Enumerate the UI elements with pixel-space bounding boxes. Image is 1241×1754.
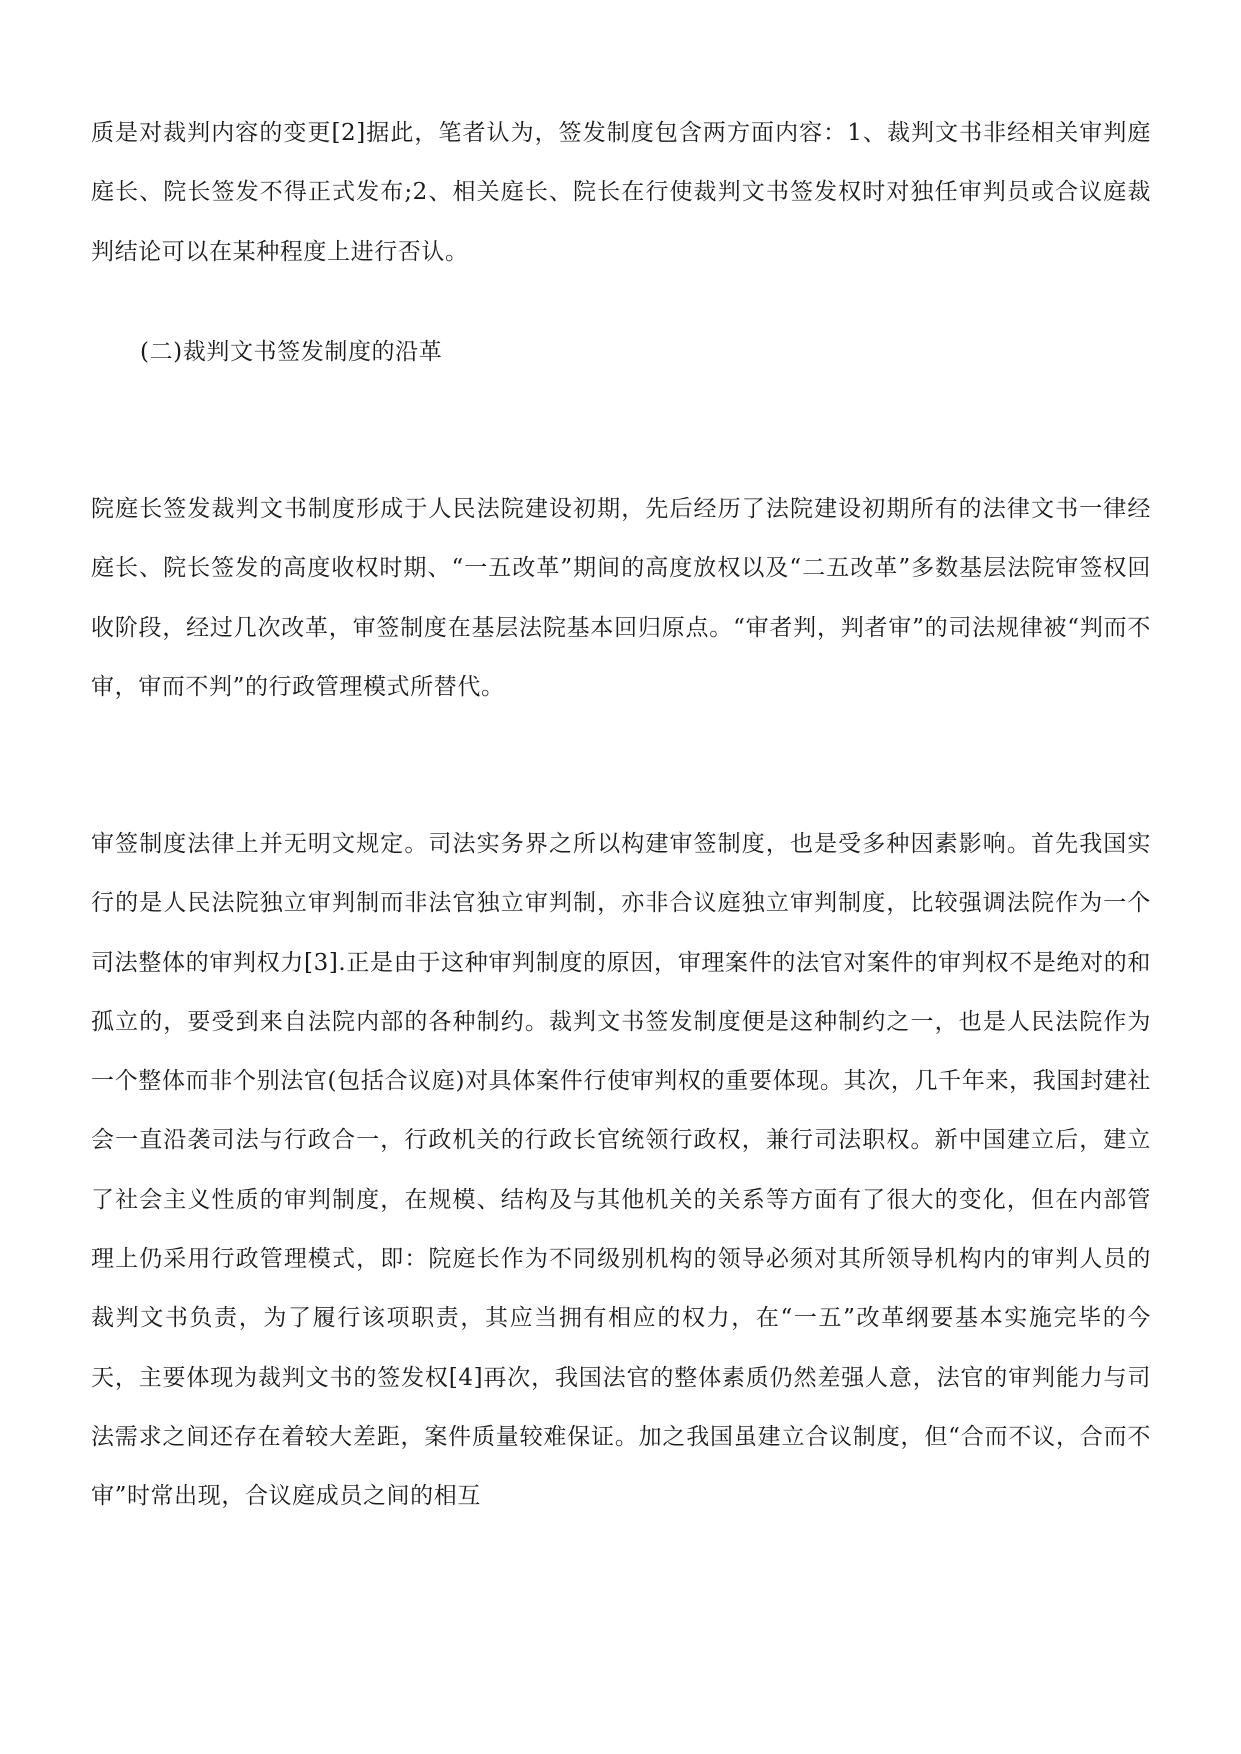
paragraph-2: 院庭长签发裁判文书制度形成于人民法院建设初期，先后经历了法院建设初期所有的法律文书一律经庭长、院长签发的高度收权时期、“一五改革”期间的高度放权以及“二五改革”多数基层法院审签权回收阶段，经过几次改革，审签制度在基层法院基本回归原点。“审者判，判者审”的司法规律被“判而不审，审而不判”的行政管理模式所替代。 [91, 496, 1151, 700]
paragraph-3: 审签制度法律上并无明文规定。司法实务界之所以构建审签制度，也是受多种因素影响。首先我国实行的是人民法院独立审判制而非法官独立审判制，亦非合议庭独立审判制度，比较强调法院作为一个司法整体的审判权力[3].正是由于这种审判制度的原因，审理案件的法官对案件的审判权不是绝对的和孤立的，要受到来自法院内部的各种制约。裁判文书签发制度便是这种制约之一，也是人民法院作为一个整体而非个别法官(包括合议庭)对具体案件行使审判权的重要体现。其次，几千年来，我国封建社会一直沿袭司法与行政合一，行政机关的行政长官统领行政权，兼行司法职权。新中国建立后，建立了社会主义性质的审判制度，在规模、结构及与其他机关的关系等方面有了很大的变化，但在内部管理上仍采用行政管理模式，即：院庭长作为不同级别机构的领导必须对其所领导机构内的审判人员的裁判文书负责，为了履行该项职责，其应当拥有相应的权力，在“一五”改革纲要基本实施完毕的今天，主要体现为裁判文书的签发权[4]再次，我国法官的整体素质仍然差强人意，法官的审判能力与司法需求之间还存在着较大差距，案件质量较难保证。加之我国虽建立合议制度，但“合而不议，合而不审”时常出现，合议庭成员之间的相互 [91, 831, 1151, 1510]
section-heading: (二)裁判文书签发制度的沿革 [140, 339, 443, 365]
paragraph-1: 质是对裁判内容的变更[2]据此，笔者认为，签发制度包含两方面内容：1、裁判文书非经相关审判庭庭长、院长签发不得正式发布;2、相关庭长、院长在行使裁判文书签发权时对独任审判员或合议庭裁判结论可以在某种程度上进行否认。 [91, 120, 1151, 265]
